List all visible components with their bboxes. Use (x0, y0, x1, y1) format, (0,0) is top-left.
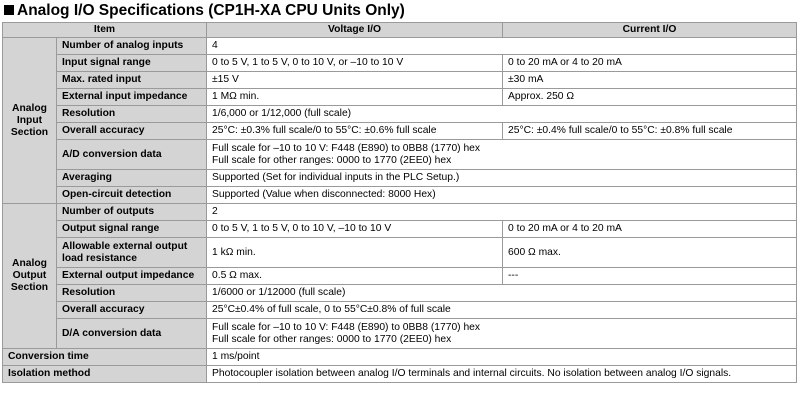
row-value: 2 (207, 204, 797, 221)
row-label: Open-circuit detection (57, 187, 207, 204)
current-value: ±30 mA (503, 72, 797, 89)
conversion-time-label: Conversion time (3, 349, 207, 366)
row-value: Supported (Set for individual inputs in the PLC Setup.) (207, 170, 797, 187)
table-row (3, 238, 797, 268)
current-value: --- (503, 268, 797, 285)
header-row (3, 23, 797, 38)
table-row (3, 170, 797, 187)
table-row (3, 366, 797, 383)
row-label: External output impedance (57, 268, 207, 285)
header-current: Current I/O (503, 23, 797, 38)
table-row (3, 89, 797, 106)
square-bullet-icon (4, 5, 14, 15)
table-row (3, 106, 797, 123)
table-row (3, 123, 797, 140)
isolation-method-label: Isolation method (3, 366, 207, 383)
title-text: Analog I/O Specifications (CP1H-XA CPU Units Only) (17, 2, 405, 19)
input-section-label: Analog Input Section (3, 38, 57, 204)
table-row (3, 140, 797, 170)
row-label: Output signal range (57, 221, 207, 238)
row-label: Number of analog inputs (57, 38, 207, 55)
voltage-value: ±15 V (207, 72, 503, 89)
table-row (3, 38, 797, 55)
voltage-value: 0.5 Ω max. (207, 268, 503, 285)
row-label: Input signal range (57, 55, 207, 72)
table-row (3, 55, 797, 72)
row-label: Resolution (57, 285, 207, 302)
output-section-label: Analog Output Section (3, 204, 57, 349)
spec-table (2, 22, 797, 383)
current-value: 25°C: ±0.4% full scale/0 to 55°C: ±0.8% full scale (503, 123, 797, 140)
current-value: 0 to 20 mA or 4 to 20 mA (503, 55, 797, 72)
row-label: D/A conversion data (57, 319, 207, 349)
row-label: Overall accuracy (57, 123, 207, 140)
conversion-time-value: 1 ms/point (207, 349, 797, 366)
voltage-value: 25°C: ±0.3% full scale/0 to 55°C: ±0.6% full scale (207, 123, 503, 140)
table-row (3, 319, 797, 349)
row-label: A/D conversion data (57, 140, 207, 170)
header-item: Item (3, 23, 207, 38)
current-value: Approx. 250 Ω (503, 89, 797, 106)
current-value: 0 to 20 mA or 4 to 20 mA (503, 221, 797, 238)
row-label: Overall accuracy (57, 302, 207, 319)
row-label: Number of outputs (57, 204, 207, 221)
row-label: Resolution (57, 106, 207, 123)
row-value: 4 (207, 38, 797, 55)
table-row (3, 204, 797, 221)
row-value: 25°C±0.4% of full scale, 0 to 55°C±0.8% of full scale (207, 302, 797, 319)
table-row (3, 221, 797, 238)
voltage-value: 0 to 5 V, 1 to 5 V, 0 to 10 V, or –10 to 10 V (207, 55, 503, 72)
row-label: External input impedance (57, 89, 207, 106)
voltage-value: 1 kΩ min. (207, 238, 503, 268)
row-value: Supported (Value when disconnected: 8000 Hex) (207, 187, 797, 204)
current-value: 600 Ω max. (503, 238, 797, 268)
table-row (3, 187, 797, 204)
isolation-method-value: Photocoupler isolation between analog I/O terminals and internal circuits. No isolation between analog I/O signals. (207, 366, 797, 383)
voltage-value: 1 MΩ min. (207, 89, 503, 106)
row-label: Averaging (57, 170, 207, 187)
row-value: Full scale for –10 to 10 V: F448 (E890) to 0BB8 (1770) hex Full scale for other ranges: 0000 to 1770 (2EE0) hex (207, 319, 797, 349)
header-voltage: Voltage I/O (207, 23, 503, 38)
table-row (3, 72, 797, 89)
row-value: 1/6000 or 1/12000 (full scale) (207, 285, 797, 302)
voltage-value: 0 to 5 V, 1 to 5 V, 0 to 10 V, –10 to 10 V (207, 221, 503, 238)
table-row (3, 268, 797, 285)
row-value: Full scale for –10 to 10 V: F448 (E890) to 0BB8 (1770) hex Full scale for other ranges: 0000 to 1770 (2EE0) hex (207, 140, 797, 170)
page-title (4, 2, 405, 20)
row-label: Allowable external output load resistance (57, 238, 207, 268)
table-row (3, 349, 797, 366)
table-row (3, 302, 797, 319)
row-value: 1/6,000 or 1/12,000 (full scale) (207, 106, 797, 123)
row-label: Max. rated input (57, 72, 207, 89)
table-row (3, 285, 797, 302)
